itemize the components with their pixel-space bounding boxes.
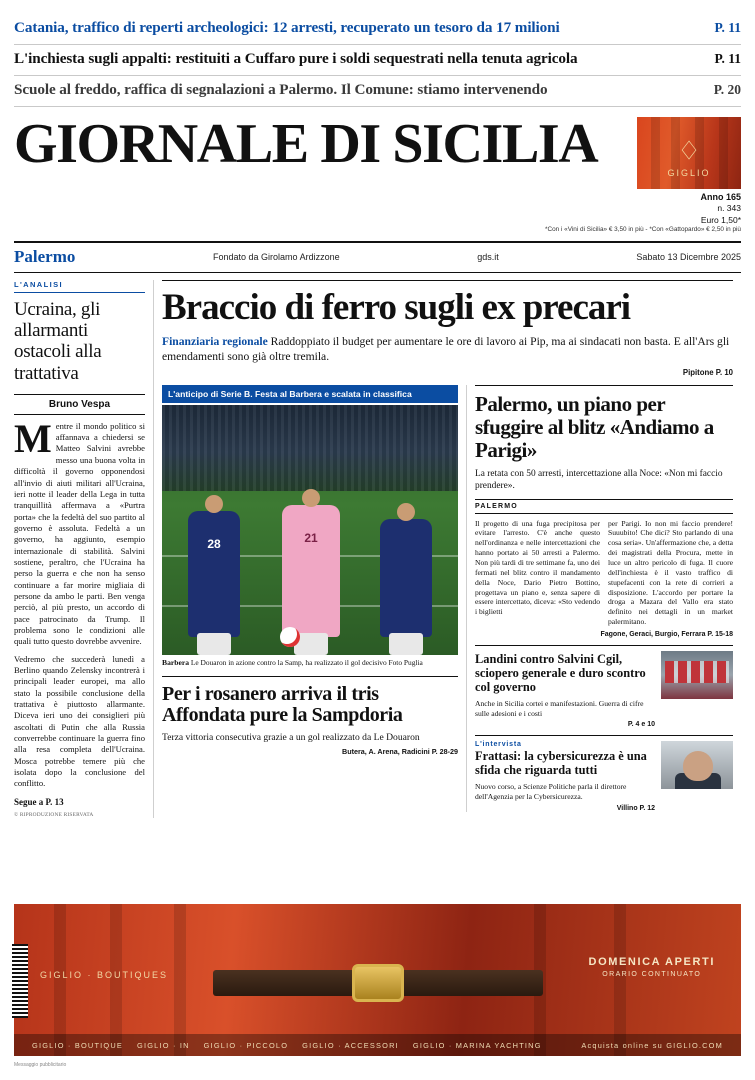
ad-link[interactable]: GIGLIO · ACCESSORI [302, 1040, 399, 1050]
ad-disclaimer: Messaggio pubblicitario [14, 1062, 67, 1068]
sport-kicker: L'anticipo di Serie B. Festa al Barbera e scalata in classifica [162, 385, 458, 403]
buckle-icon [352, 964, 404, 1002]
analysis-continuation[interactable]: Segue a P. 13 [14, 796, 64, 807]
lead-sub-label: Finanziaria regionale [162, 334, 268, 348]
logo-label: GIGLIO [667, 168, 711, 178]
content-grid [14, 280, 741, 818]
bottom-advertisement[interactable] [14, 904, 741, 1056]
brief-item[interactable] [475, 735, 733, 812]
caption-text: Le Douaron in azione contro la Samp, ha realizzato il gol decisivo Foto Puglia [190, 657, 423, 667]
teaser-text: L'inchiesta sugli appalti: restituiti a Cuffaro pure i soldi sequestrati nella tenuta agricola [14, 50, 578, 67]
jersey-number: 21 [304, 530, 318, 545]
masthead-prezzo: Euro 1,50* [700, 214, 741, 225]
brief-page: Villino P. 12 [616, 804, 655, 812]
city-band [14, 241, 741, 273]
giglio-monogram-icon: ♢ [677, 136, 701, 166]
blitz-subhead: La retata con 50 arresti, intercettazione alla Noce: «Non mi faccio prendere». [475, 469, 723, 492]
blitz-col-1: Il progetto di una fuga precipitosa per evitare l'arresto. C'è anche questo nell'ordinanza e nelle intercettazioni che hanno portato ai 50 arresti a Palermo. Non più tardi di tre settimane fa, uno dei fermati nel blitz contro il mandamento della Noce, Dario Pietro Bottino, progettava un piano e, senza sapere di essere intercettato, diceva: «Sto vedendo i biglietti [475, 518, 600, 617]
giglio-logo[interactable] [637, 117, 741, 189]
player-blue-right [380, 519, 432, 637]
analysis-body-text: entre il mondo politico si affannava a chiedersi se Matteo Salvini avrebbe messo una buona volta in difficoltà il governo opponendosi all'invio di aiuti militari all'Ucraina, ieri notte il leader della Lega in tutta tranquillità affermava a «Purtra porta» che la fedeltà del suo partito al governo è assoluta. Fedeltà a un governo, ha aggiunto, esempio internazionale di stabilità. Salvini sostiene, peraltro, che l'Ucraina ha perso la guerra e che non ha senso continuare a far morire migliaia di persone da ambo le parti. Ben venga perciò, al più presto, un accordo di pace patrocinato da Trump. Il problema sono le condizioni alle quali tutto questo dovrebbe avvenire. [14, 420, 145, 647]
ad-subtitle: ORARIO CONTINUATO [602, 971, 702, 978]
barcode [12, 944, 28, 1018]
belt-graphic [213, 970, 543, 996]
interview-portrait [661, 741, 733, 789]
issue-date: Sabato 13 Dicembre 2025 [636, 251, 741, 262]
website-link[interactable]: gds.it [477, 251, 499, 262]
sport-subhead: Terza vittoria consecutiva grazie a un gol realizzato da Le Douaron [162, 731, 420, 743]
ad-links[interactable] [32, 1041, 542, 1050]
ad-link[interactable]: GIGLIO · MARINA YACHTING [412, 1040, 542, 1050]
ad-message [589, 956, 715, 978]
blitz-col-2: per Parigi. Io non mi faccio prendere! Suuubito! Che dici? Sto parlando di una cosa seria». Un'affermazione che, a detta dei magistrati della Procura, mette in luce un altro pericolo di fuga. Il cuore dell'inchiesta è il vasto traffico di stupefacenti con la rete di corrieri a disposizione. L'accordo per portare la droga a Mazara del Vallo era stato definito nei dettagli in un market palermitano. [608, 518, 733, 627]
sport-headline[interactable]: Per i rosanero arriva il tris Affondata pure la Sampdoria [162, 676, 458, 727]
section-label: PALERMO [475, 499, 733, 514]
edition-city: Palermo [14, 246, 76, 266]
analysis-author: Bruno Vespa [14, 394, 145, 415]
analysis-body [14, 415, 145, 648]
player-blue-left [188, 511, 240, 637]
founder-note: Fondato da Girolamo Ardizzone [213, 251, 340, 262]
player-pink [282, 505, 340, 637]
teaser-row[interactable] [14, 45, 741, 76]
lead-subhead [162, 334, 733, 364]
masthead-anno: Anno 165 [700, 192, 741, 202]
copyright-note: © RIPRODUZIONE RISERVATA [14, 811, 94, 818]
right-stack [467, 385, 733, 812]
lead-headline[interactable]: Braccio di ferro sugli ex precari [162, 280, 733, 326]
analysis-kicker: L'ANALISI [14, 280, 145, 293]
teaser-text: Scuole al freddo, raffica di segnalazioni a Palermo. Il Comune: stiamo intervenendo [14, 81, 548, 98]
ad-link[interactable]: GIGLIO · PICCOLO [203, 1040, 289, 1050]
teaser-row[interactable] [14, 76, 741, 107]
masthead-note: *Con i «Vini di Sicilia» € 3,50 in più - *Con «Gattopardo» € 2,50 in più [545, 226, 741, 234]
sport-story [162, 385, 467, 812]
brief-kicker: L'intervista [475, 741, 522, 749]
ad-cta[interactable]: Acquista online su GIGLIO.COM [581, 1040, 723, 1050]
teaser-page: P. 11 [714, 20, 741, 35]
blitz-credit: Fagone, Geraci, Burgio, Ferrara P. 15-18 [600, 631, 733, 639]
protest-photo [661, 651, 733, 699]
analysis-column [14, 280, 154, 818]
ad-brand: GIGLIO · BOUTIQUES [40, 970, 169, 980]
main-column [154, 280, 741, 818]
lower-section [162, 385, 733, 812]
caption-lead: Barbera [162, 657, 189, 667]
brief-text: Nuovo corso, a Scienze Politiche parla il direttore dell'Agenzia per la Cybersicurezza. [475, 782, 627, 802]
page-title: GIORNALE DI SICILIA [14, 113, 598, 175]
teaser-row[interactable] [14, 14, 741, 45]
masthead [14, 107, 741, 189]
teaser-text: Catania, traffico di reperti archeologici: 12 arresti, recuperato un tesoro da 17 milioni [14, 19, 560, 36]
lead-sub-text: Raddoppiato il budget per aumentare le ore di lavoro ai Pip, ma ai sindacati non basta. E all'Ars gli emendamenti sono già oltre tremila. [162, 334, 730, 363]
ad-link[interactable]: GIGLIO · IN [137, 1040, 190, 1050]
blitz-body [475, 519, 733, 627]
brief-title: Frattasi: la cybersicurezza è una sfida che riguarda tutti [475, 749, 647, 778]
brief-text: Anche in Sicilia cortei e manifestazioni. Guerra di cifre sulle adesioni e i costi [475, 698, 644, 718]
top-teasers [14, 0, 741, 107]
brief-title: Landini contro Salvini Cgil, sciopero generale e duro scontro col governo [475, 652, 646, 694]
masthead-meta [511, 191, 741, 235]
photo-caption [162, 658, 458, 668]
blitz-headline[interactable]: Palermo, un piano per sfuggire al blitz «Andiamo a Parigi» [475, 385, 733, 462]
teaser-page: P. 20 [713, 82, 741, 97]
ad-footer [14, 1034, 741, 1056]
sport-credit: Butera, A. Arena, Radicini P. 28-29 [342, 746, 458, 756]
teaser-page: P. 11 [714, 51, 741, 66]
drop-cap: M [14, 415, 52, 461]
lead-byline: Pipitone P. 10 [682, 367, 733, 377]
masthead-numero: n. 343 [717, 203, 741, 214]
analysis-body-2: Vedremo che succederà lunedì a Berlino quando Zelensky incontrerà i principali leader europei, ma allo stato la possibile conclusione della trattativa è piuttosto allarmante. Diceva ieri uno dei consiglieri più ascoltati di Putin che alla Russia converrebbe continuare la guerra fino alla resa completa dell'Ucraina. Mosca potrebbe temere più che isolata dopo la conclusione del conflitto. [14, 653, 145, 789]
analysis-title[interactable]: Ucraina, gli allarmanti ostacoli alla trattativa [14, 298, 102, 384]
football-icon [280, 627, 300, 647]
ad-link[interactable]: GIGLIO · BOUTIQUE [32, 1040, 124, 1050]
stadium-crowd [162, 405, 458, 491]
sport-photo [162, 405, 458, 655]
brief-page: P. 4 e 10 [627, 721, 655, 729]
brief-item[interactable] [475, 645, 733, 728]
ad-title: DOMENICA APERTI [588, 956, 715, 968]
jersey-number: 28 [207, 536, 221, 551]
